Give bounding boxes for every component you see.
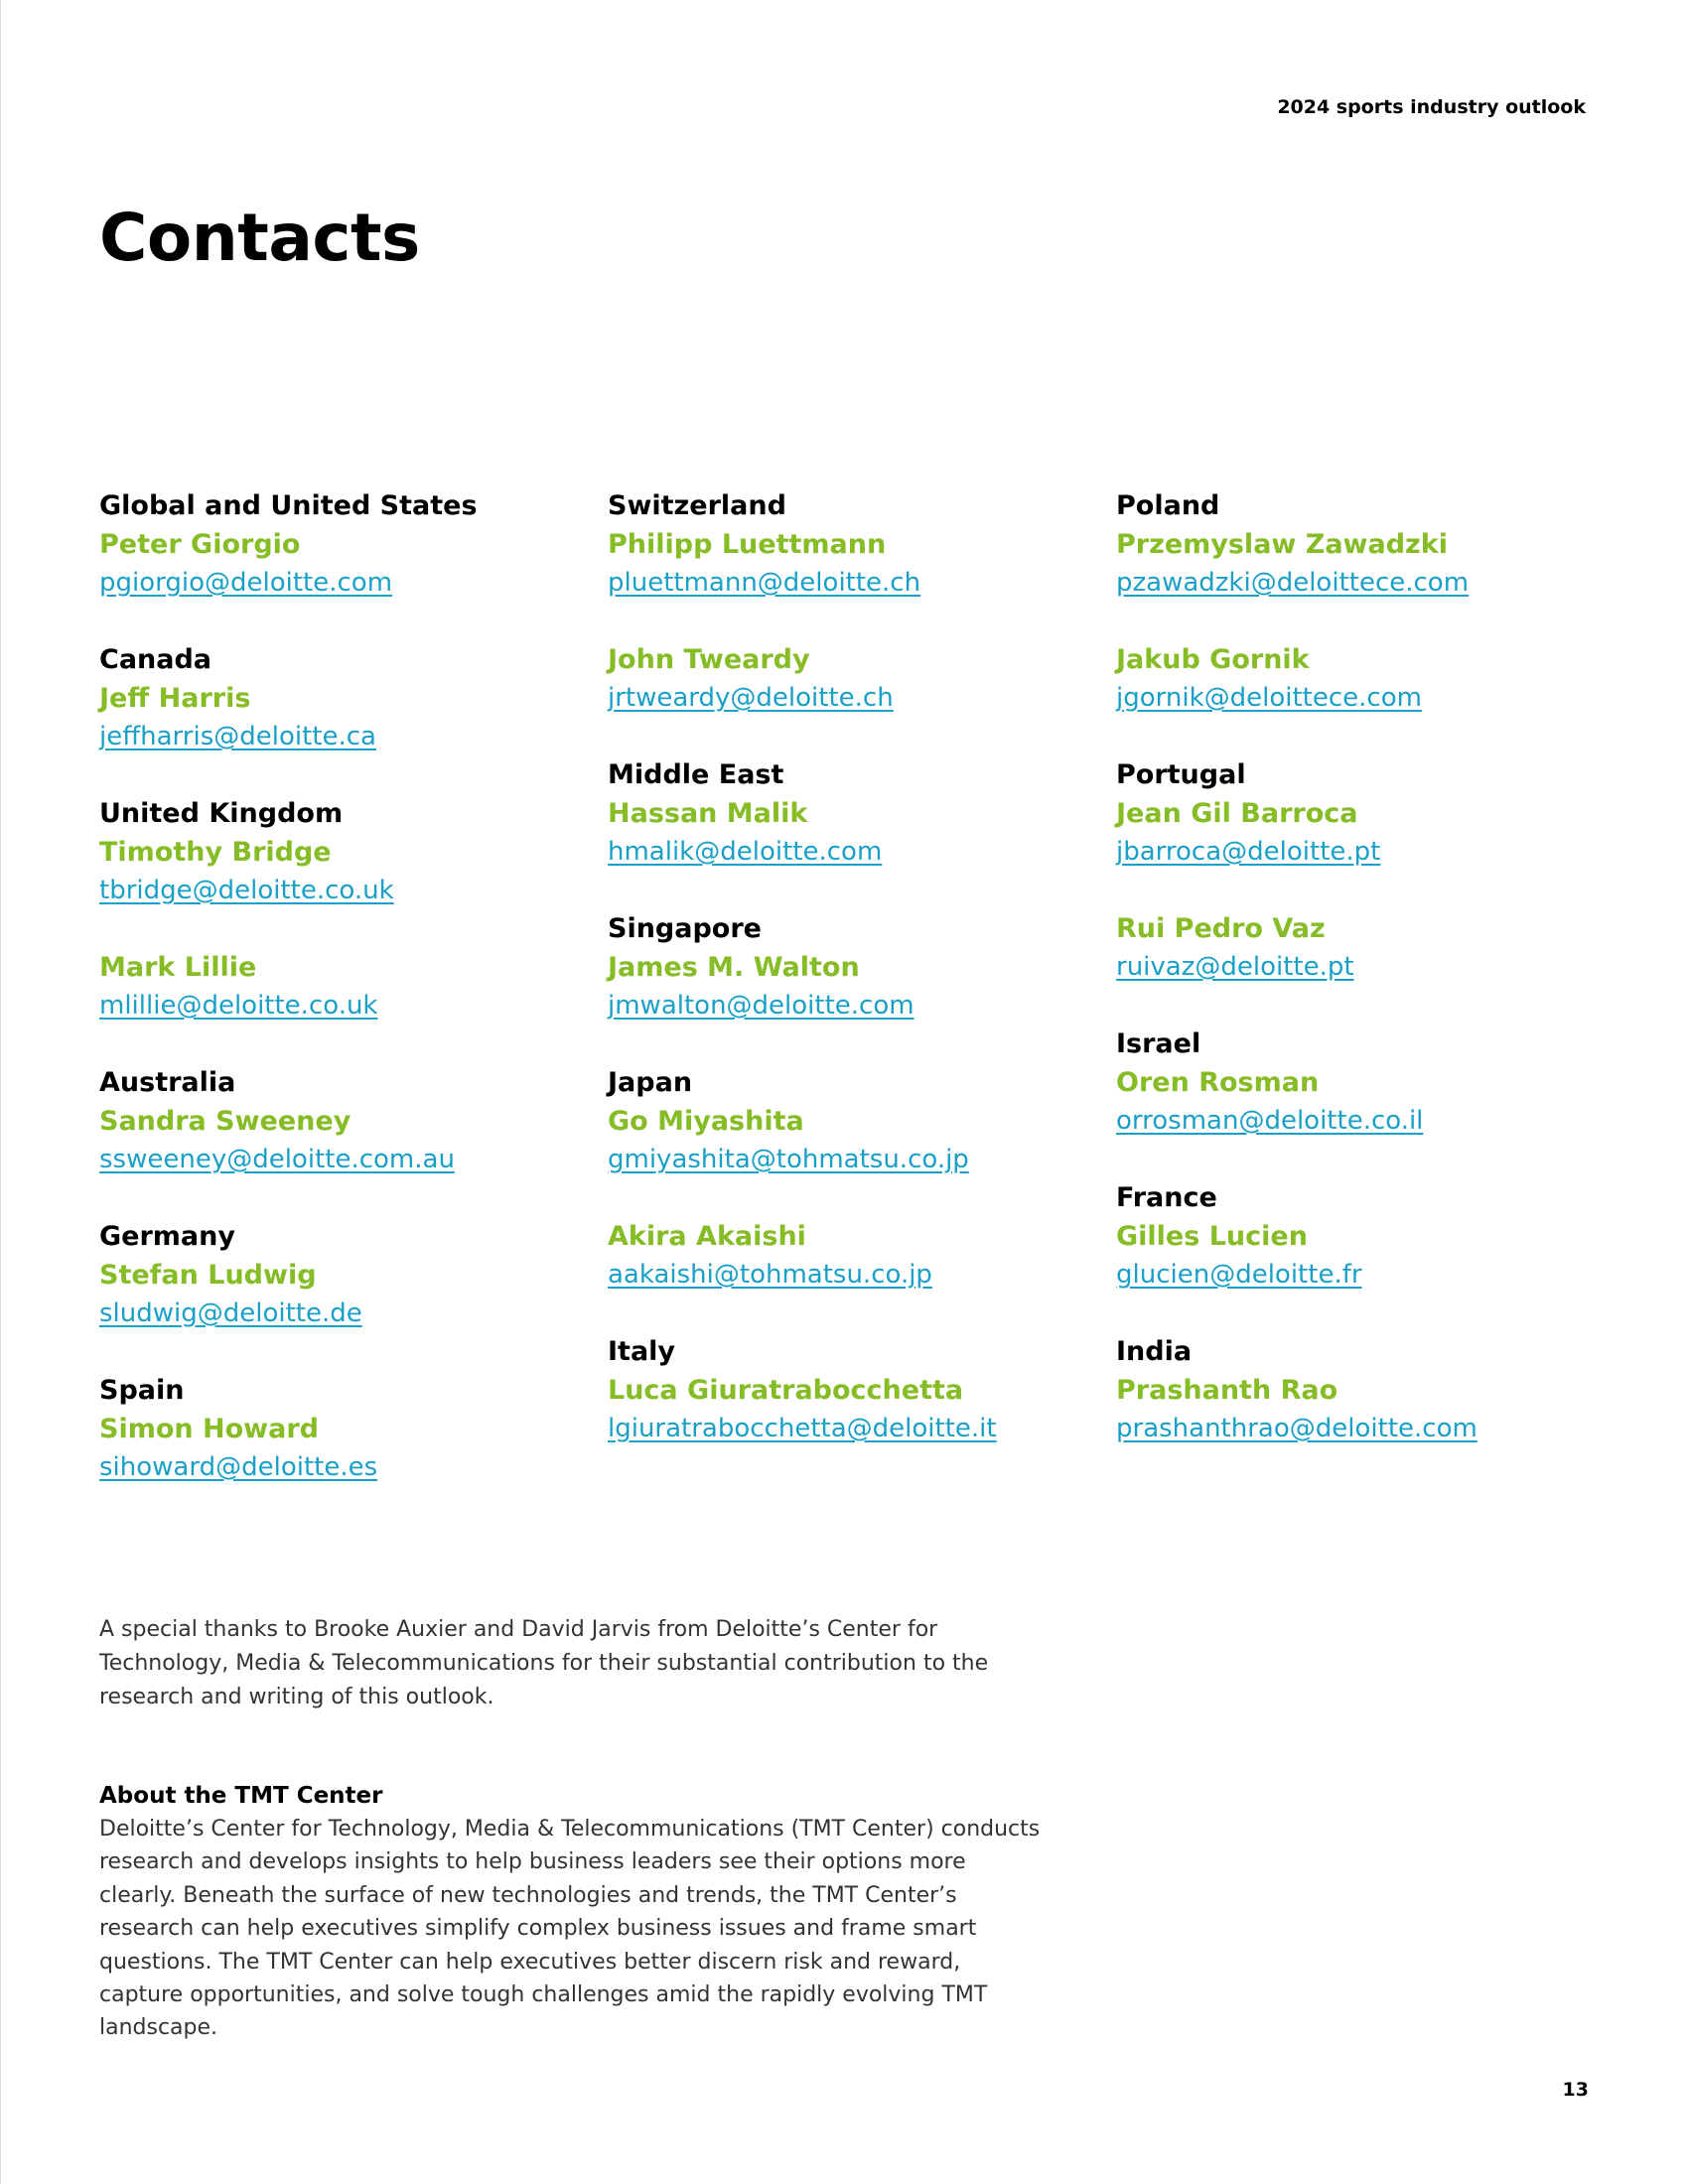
contact-name: Peter Giorgio xyxy=(99,529,301,560)
contact-region: India xyxy=(1116,1336,1193,1367)
contact-entry xyxy=(608,755,1124,872)
contact-name: Jean Gil Barroca xyxy=(1116,798,1358,829)
contact-entry xyxy=(1116,909,1632,987)
contact-email-link[interactable]: jrtweardy@deloitte.ch xyxy=(608,683,894,713)
contact-email-link[interactable]: glucien@deloitte.fr xyxy=(1116,1260,1362,1290)
contact-name: Timothy Bridge xyxy=(99,837,332,868)
contact-name: Prashanth Rao xyxy=(1116,1375,1338,1406)
contact-email-link[interactable]: sihoward@deloitte.es xyxy=(99,1452,378,1482)
contact-region: Middle East xyxy=(608,759,784,790)
contact-region: Portugal xyxy=(1116,759,1246,790)
contact-entry xyxy=(1116,1178,1632,1295)
page-title: Contacts xyxy=(99,200,420,276)
acknowledgement-text: A special thanks to Brooke Auxier and David Jarvis from Deloitte’s Center for Technology, Media & Telecommunications for their substantial contribution to the research and writing of this outlook. xyxy=(99,1617,989,1709)
contact-email-link[interactable]: tbridge@deloitte.co.uk xyxy=(99,876,394,905)
contact-email-link[interactable]: mlillie@deloitte.co.uk xyxy=(99,991,378,1021)
running-header: 2024 sports industry outlook xyxy=(1277,96,1586,118)
contact-region: United Kingdom xyxy=(99,798,344,829)
contact-entry xyxy=(99,1371,616,1487)
contact-name: Rui Pedro Vaz xyxy=(1116,913,1326,944)
contact-region: France xyxy=(1116,1182,1217,1213)
about-body: Deloitte’s Center for Technology, Media & Telecommunications (TMT Center) conducts research and develops insights to help business leaders see their options more clearly. Beneath the surface of new technologies and trends, the TMT Center’s research can help executives simplify complex business issues and frame smart questions. The TMT Center can help executives better discern risk and reward, capture opportunities, and solve tough challenges amid the rapidly evolving TMT landscape. xyxy=(99,1817,1041,2041)
contact-name: Jeff Harris xyxy=(99,683,251,714)
contact-email-link[interactable]: prashanthrao@deloitte.com xyxy=(1116,1414,1477,1443)
contact-entry xyxy=(99,486,616,603)
contact-region: Singapore xyxy=(608,913,762,944)
contact-name: Go Miyashita xyxy=(608,1106,804,1137)
contact-region: Canada xyxy=(99,644,212,675)
contact-email-link[interactable]: jeffharris@deloitte.ca xyxy=(99,722,376,751)
contact-name: John Tweardy xyxy=(608,644,810,675)
contact-entry xyxy=(608,486,1124,603)
contact-region: Switzerland xyxy=(608,490,786,521)
contact-region: Japan xyxy=(608,1067,693,1098)
page-edge-rule xyxy=(0,0,1,2184)
contact-name: Akira Akaishi xyxy=(608,1221,806,1252)
contact-region: Israel xyxy=(1116,1028,1201,1059)
contact-name: Hassan Malik xyxy=(608,798,808,829)
contact-email-link[interactable]: gmiyashita@tohmatsu.co.jp xyxy=(608,1145,969,1174)
contact-email-link[interactable]: orrosman@deloitte.co.il xyxy=(1116,1106,1424,1136)
contact-name: James M. Walton xyxy=(608,952,860,983)
contact-email-link[interactable]: pluettmann@deloitte.ch xyxy=(608,568,921,598)
contacts-grid xyxy=(99,486,1628,1519)
page-number: 13 xyxy=(1562,2079,1589,2101)
contact-email-link[interactable]: aakaishi@tohmatsu.co.jp xyxy=(608,1260,932,1290)
contact-entry xyxy=(99,640,616,756)
about-title: About the TMT Center xyxy=(99,1783,383,1809)
contact-name: Oren Rosman xyxy=(1116,1067,1320,1098)
contact-email-link[interactable]: ssweeney@deloitte.com.au xyxy=(99,1145,455,1174)
contact-name: Philipp Luettmann xyxy=(608,529,887,560)
contact-region: Global and United States xyxy=(99,490,478,521)
contact-entry xyxy=(99,948,616,1025)
contact-name: Simon Howard xyxy=(99,1414,319,1444)
contact-name: Stefan Ludwig xyxy=(99,1260,317,1291)
contact-entry xyxy=(99,1063,616,1179)
contact-entry xyxy=(608,1217,1124,1295)
contact-entry xyxy=(1116,755,1632,872)
contact-region: Spain xyxy=(99,1375,185,1406)
contact-entry xyxy=(1116,1332,1632,1448)
contact-name: Luca Giuratrabocchetta xyxy=(608,1375,964,1406)
contact-region: Poland xyxy=(1116,490,1220,521)
contact-entry xyxy=(608,909,1124,1025)
contact-entry xyxy=(1116,1024,1632,1141)
contact-email-link[interactable]: sludwig@deloitte.de xyxy=(99,1298,362,1328)
contact-email-link[interactable]: jgornik@deloittece.com xyxy=(1116,683,1422,713)
contact-name: Jakub Gornik xyxy=(1116,644,1310,675)
about-section xyxy=(99,1779,1043,2045)
contact-region: Italy xyxy=(608,1336,676,1367)
contact-region: Germany xyxy=(99,1221,235,1252)
contact-email-link[interactable]: jbarroca@deloitte.pt xyxy=(1116,837,1381,867)
contact-entry xyxy=(99,794,616,910)
contact-email-link[interactable]: ruivaz@deloitte.pt xyxy=(1116,952,1354,982)
contact-email-link[interactable]: jmwalton@deloitte.com xyxy=(608,991,914,1021)
contact-entry xyxy=(1116,486,1632,603)
contact-entry xyxy=(1116,640,1632,718)
contact-region: Australia xyxy=(99,1067,236,1098)
contact-name: Przemyslaw Zawadzki xyxy=(1116,529,1448,560)
contact-entry xyxy=(608,640,1124,718)
contact-email-link[interactable]: lgiuratrabocchetta@deloitte.it xyxy=(608,1414,997,1443)
contact-entry xyxy=(99,1217,616,1333)
contact-email-link[interactable]: hmalik@deloitte.com xyxy=(608,837,883,867)
contact-name: Sandra Sweeney xyxy=(99,1106,352,1137)
contact-name: Gilles Lucien xyxy=(1116,1221,1308,1252)
contact-name: Mark Lillie xyxy=(99,952,257,983)
contact-email-link[interactable]: pgiorgio@deloitte.com xyxy=(99,568,393,598)
contact-entry xyxy=(608,1063,1124,1179)
contact-entry xyxy=(608,1332,1124,1448)
contact-email-link[interactable]: pzawadzki@deloittece.com xyxy=(1116,568,1470,598)
